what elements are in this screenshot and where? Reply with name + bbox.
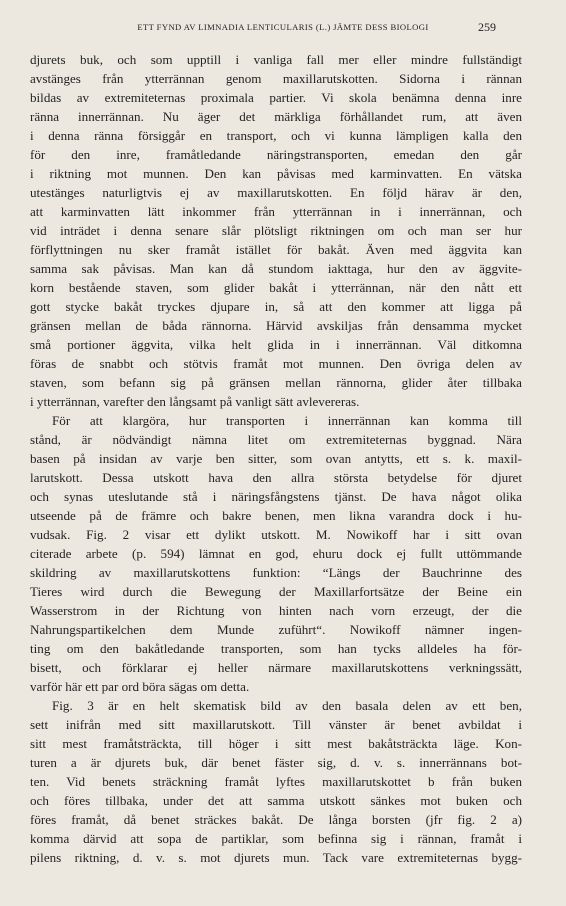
text-line: citerade arbete (p. 594) lämnat en god, ehuru dock ej fullt uttömmande — [30, 546, 522, 561]
text-line: varför här ett par ord böra sägas om detta. — [30, 679, 250, 694]
running-header: ETT FYND AV LIMNADIA LENTICULARIS (L.) JÄMTE DESS BIOLOGI — [137, 22, 429, 32]
text-line: att karminvatten lätt inkommer från ytterrännan in i innerrännan, och — [30, 204, 522, 219]
text-line: Fig. 3 är en helt skematisk bild av den basala delen av ett ben, — [52, 698, 522, 713]
text-line: ting om den bakåtledande transporten, som han tycks alldeles ha för- — [30, 641, 522, 656]
text-line: ränna innerrännan. Nu äger det märkliga förhållandet rum, att även — [30, 109, 522, 124]
text-line: utestänges naturligtvis ej av maxillarutskotten. En följd härav är den, — [30, 185, 522, 200]
text-line: sett inifrån med sitt maxillarutskott. Till vänster är benet avbildat i — [30, 717, 522, 732]
text-line: staven, som befann sig på gränsen mellan rännorna, glider åter tillbaka — [30, 375, 522, 390]
text-line: små portioner äggvita, vilka helt glida in i innerrännan. Väl ditkomna — [30, 337, 522, 352]
text-line: komma därvid att sopa de partiklar, som befinna sig i rännan, framåt i — [30, 831, 522, 846]
text-line: utseende på de främre och bakre benen, men likna varandra dock i hu- — [30, 508, 522, 523]
text-line: föras de snabbt och stötvis framåt mot munnen. Den övriga delen av — [30, 356, 522, 371]
text-line: vid inträdet i denna senare slår plötsligt riktningen om och man ser hur — [30, 223, 522, 238]
text-line: för den inre, framåtledande näringstransporten, emedan den går — [30, 147, 522, 162]
text-line: korn bestående staven, som glider bakåt i ytterrännan, när den nått ett — [30, 280, 522, 295]
text-line: bildas av extremiteternas proximala partier. Vi skola benämna denna inre — [30, 90, 522, 105]
text-line: och synas uteslutande stå i näringsfångstens tjänst. De hava något olika — [30, 489, 522, 504]
text-line: larutskott. Dessa utskott hava den allra största betydelse för djuret — [30, 470, 522, 485]
page-number: 259 — [478, 20, 496, 34]
text-line: ten. Vid benets sträckning framåt lyftes maxillarutskottet b från buken — [30, 774, 522, 789]
text-line: Nahrungspartikelchen dem Munde zuführt“. Nowikoff nämner ingen- — [30, 622, 522, 637]
text-line: samma sak påvisas. Man kan då stundom iakttaga, hur den av äggvite- — [30, 261, 522, 276]
text-line: vudsak. Fig. 2 visar ett dylikt utskott. M. Nowikoff har i sitt ovan — [30, 527, 522, 542]
text-line: djurets buk, och som upptill i vanliga fall mer eller mindre fullständigt — [30, 52, 522, 67]
text-line: sitt mest framåtsträckta, till höger i sitt mest bakåtsträckta läge. Kon- — [30, 736, 522, 751]
text-line: För att klargöra, hur transporten i innerrännan kan komma till — [52, 413, 522, 428]
text-line: förflyttningen nu sker framåt istället för bakåt. Även med äggvita kan — [30, 242, 522, 257]
text-line: gott stycke bakåt tryckes djupare in, så att den kommer att ligga på — [30, 299, 522, 314]
text-line: i ytterrännan, varefter den långsamt på vanligt sätt avlevereras. — [30, 394, 360, 409]
text-line: gränsen mellan de båda rännorna. Härvid avskiljas från densamma mycket — [30, 318, 522, 333]
text-line: basen på insidan av varje ben sitter, som ovan antytts, ett s. k. maxil- — [30, 451, 522, 466]
text-line: turen a är djurets buk, där benet fäster sig, d. v. s. innerrännans bot- — [30, 755, 522, 770]
text-line: och föres tillbaka, under det att samma utskott sänkes mot buken och — [30, 793, 522, 808]
text-line: bisett, och förklarar ej heller närmare maxillarutskottens verkningssätt, — [30, 660, 522, 675]
text-line: skildring av maxillarutskottens funktion: “Längs der Bauchrinne des — [30, 565, 522, 580]
text-line: Tieres wird durch die Bewegung der Maxillarfortsätze der Beine ein — [30, 584, 522, 599]
text-line: föres framåt, då benet sträckes bakåt. De långa borsten (jfr fig. 2 a) — [30, 812, 522, 827]
text-line: i denna ränna försiggår en transport, och vi kunna lämpligen kalla den — [30, 128, 522, 143]
text-line: stånd, är nödvändigt nämna litet om extremiteternas byggnad. Nära — [30, 432, 522, 447]
text-line: avstänges från ytterrännan genom maxillarutskotten. Sidorna i rännan — [30, 71, 522, 86]
text-line: Wasserstrom in der Richtung von hinten nach vorn erzeugt, der die — [30, 603, 522, 618]
text-line: i riktning mot munnen. Den kan påvisas med karminvatten. En vätska — [30, 166, 522, 181]
text-line: pilens riktning, d. v. s. mot djurets mun. Tack vare extremiteternas bygg- — [30, 850, 522, 865]
